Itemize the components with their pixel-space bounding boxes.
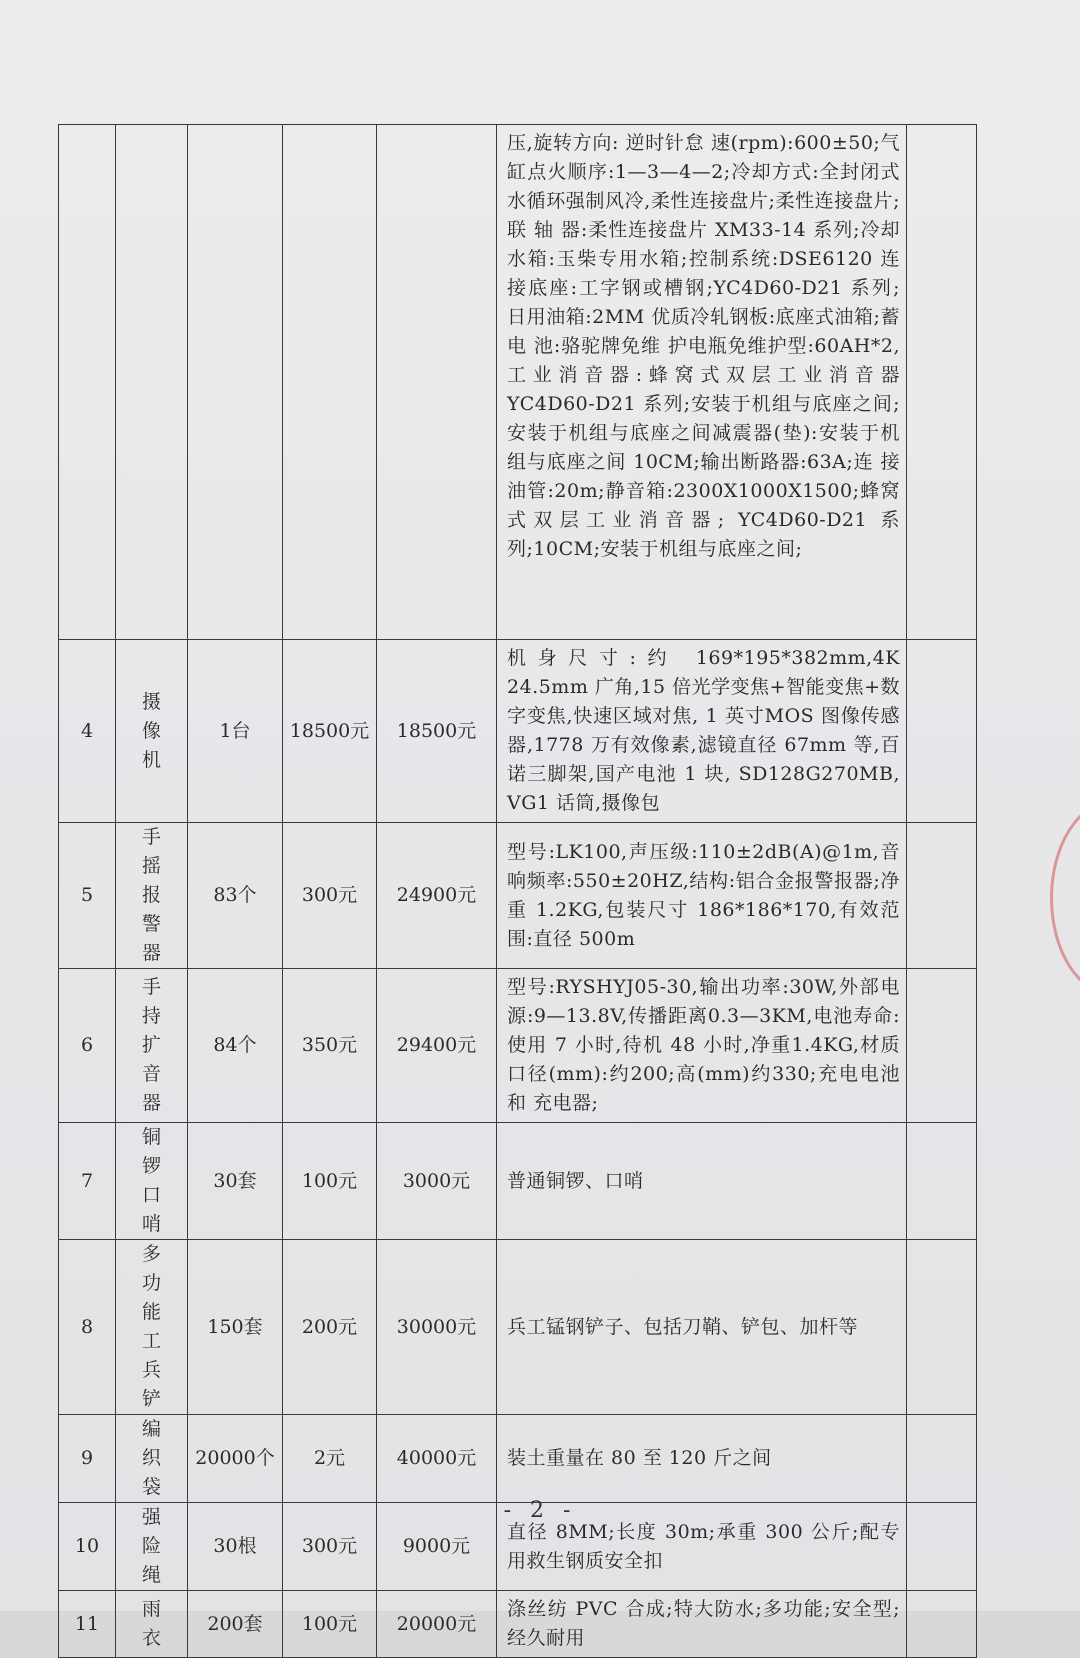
row-number: 9 [59, 1415, 116, 1503]
table-row [59, 1591, 977, 1658]
page-number: - 2 - [503, 1498, 577, 1523]
item-total: 20000元 [377, 1591, 497, 1658]
item-remark [907, 125, 977, 640]
row-number: 7 [59, 1123, 116, 1240]
item-remark [907, 1415, 977, 1503]
item-name: 雨衣 [116, 1591, 188, 1658]
item-remark [907, 823, 977, 969]
item-remark [907, 1240, 977, 1415]
row-number: 6 [59, 969, 116, 1123]
official-seal-stamp [1050, 800, 1080, 996]
item-name: 编织袋 [116, 1415, 188, 1503]
table-row [59, 640, 977, 823]
item-total [377, 125, 497, 640]
row-number: 4 [59, 640, 116, 823]
item-quantity: 1台 [188, 640, 283, 823]
item-spec: 装土重量在 80 至 120 斤之间 [497, 1415, 907, 1503]
item-name: 铜锣口哨 [116, 1123, 188, 1240]
item-total: 40000元 [377, 1415, 497, 1503]
item-total: 3000元 [377, 1123, 497, 1240]
equipment-table [58, 124, 977, 1658]
table-row [59, 1415, 977, 1503]
item-quantity: 30根 [188, 1503, 283, 1591]
item-quantity: 200套 [188, 1591, 283, 1658]
item-spec: 涤丝纺 PVC 合成;特大防水;多功能;安全型;经久耐用 [497, 1591, 907, 1658]
item-unit-price: 200元 [283, 1240, 377, 1415]
table-row [59, 1240, 977, 1415]
item-total: 30000元 [377, 1240, 497, 1415]
item-name: 多功能工兵铲 [116, 1240, 188, 1415]
row-number: 5 [59, 823, 116, 969]
item-unit-price [283, 125, 377, 640]
item-spec: 机身尺寸:约 169*195*382mm,4K 24.5mm 广角,15 倍光学变焦+智能变焦+数字变焦,快速区域对焦, 1 英寸MOS 图像传感器,1778 万有效像素,滤镜直径 67mm 等,百诺三脚架,国产电池 1 块, SD128G270MB, VG1 话筒,摄像包 [497, 640, 907, 823]
row-number: 11 [59, 1591, 116, 1658]
row-number [59, 125, 116, 640]
item-remark [907, 1591, 977, 1658]
row-number: 10 [59, 1503, 116, 1591]
item-name: 强险绳 [116, 1503, 188, 1591]
item-spec: 兵工锰钢铲子、包括刀鞘、铲包、加杆等 [497, 1240, 907, 1415]
item-name: 手摇报警器 [116, 823, 188, 969]
item-spec: 普通铜锣、口哨 [497, 1123, 907, 1240]
item-spec: 压,旋转方向: 逆时针怠 速(rpm):600±50;气缸点火顺序:1—3—4—2;冷却方式:全封闭式水循环强制风冷,柔性连接盘片;柔性连接盘片;联 轴 器:柔性连接盘片 XM33-14 系列;冷却水箱:玉柴专用水箱;控制系统:DSE6120 连接底座:工字钢或槽钢;YC4D60-D21 系列; 日用油箱:2MM 优质冷轧钢板:底座式油箱;蓄 电 池:骆驼牌免维 护电瓶免维护型:60AH*2,工业消音器:蜂窝式双层工业消音器 YC4D60-D21 系列;安装于机组与底座之间;安装于机组与底座之间减震器(垫):安装于机组与底座之间 10CM;输出断路器:63A;连 接油管:20m;静音箱:2300X1000X1500;蜂窝式双层工业消音器; YC4D60-D21 系列;10CM;安装于机组与底座之间; [497, 125, 907, 640]
item-unit-price: 300元 [283, 1503, 377, 1591]
table-row [59, 125, 977, 640]
item-spec: 型号:LK100,声压级:110±2dB(A)@1m,音响频率:550±20HZ,结构:铝合金报警报器;净重 1.2KG,包装尺寸 186*186*170,有效范围:直径 500m [497, 823, 907, 969]
item-remark [907, 969, 977, 1123]
table-row [59, 1123, 977, 1240]
item-quantity: 150套 [188, 1240, 283, 1415]
item-unit-price: 18500元 [283, 640, 377, 823]
item-unit-price: 100元 [283, 1123, 377, 1240]
row-number: 8 [59, 1240, 116, 1415]
item-unit-price: 350元 [283, 969, 377, 1123]
item-spec: 直径 8MM;长度 30m;承重 300 公斤;配专用救生钢质安全扣 [497, 1503, 907, 1591]
item-unit-price: 2元 [283, 1415, 377, 1503]
item-unit-price: 100元 [283, 1591, 377, 1658]
item-quantity: 20000个 [188, 1415, 283, 1503]
item-quantity: 83个 [188, 823, 283, 969]
item-remark [907, 640, 977, 823]
item-total: 18500元 [377, 640, 497, 823]
item-total: 9000元 [377, 1503, 497, 1591]
item-name [116, 125, 188, 640]
item-name: 手持扩音器 [116, 969, 188, 1123]
item-spec: 型号:RYSHYJ05-30,输出功率:30W,外部电源:9—13.8V,传播距离0.3—3KM,电池寿命:使用 7 小时,待机 48 小时,净重1.4KG,材质口径(mm):约200;高(mm)约330;充电电池和 充电器; [497, 969, 907, 1123]
table-row [59, 969, 977, 1123]
item-quantity: 84个 [188, 969, 283, 1123]
item-name: 摄像机 [116, 640, 188, 823]
item-total: 29400元 [377, 969, 497, 1123]
item-quantity: 30套 [188, 1123, 283, 1240]
item-unit-price: 300元 [283, 823, 377, 969]
item-quantity [188, 125, 283, 640]
item-total: 24900元 [377, 823, 497, 969]
table-row [59, 823, 977, 969]
item-remark [907, 1123, 977, 1240]
